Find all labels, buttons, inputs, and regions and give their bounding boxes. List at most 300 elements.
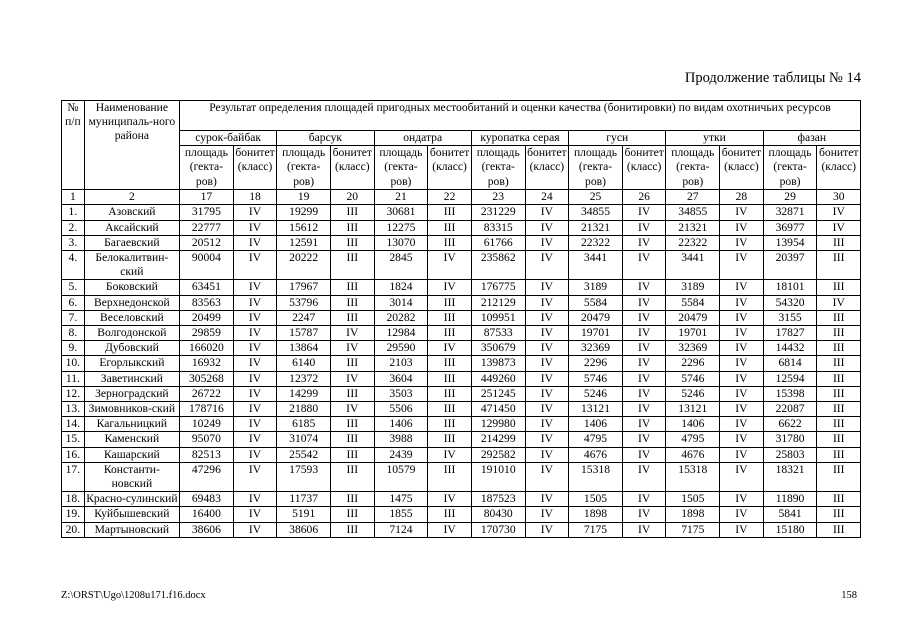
bonitet-cell: IV [233,522,276,537]
area-cell: 15318 [666,462,720,491]
footer-file-path: Z:\ORST\Ugo\1208u171.f16.docx [61,590,206,601]
table-row [62,522,861,537]
table-row [62,462,861,491]
area-cell: 5584 [569,295,623,310]
area-cell: 20397 [763,251,817,280]
bonitet-cell: IV [720,295,763,310]
area-cell: 30681 [374,205,428,220]
bonitet-cell: IV [525,371,568,386]
header-num: № п/п [62,101,85,190]
area-header: площадь (гекта-ров) [569,146,623,190]
bonitet-cell: IV [428,492,471,507]
header-name: Наименование муниципаль-ного района [84,101,179,190]
area-cell: 61766 [471,235,525,250]
bonitet-cell: IV [720,205,763,220]
bonitet-cell: III [817,235,861,250]
area-cell: 1505 [666,492,720,507]
area-cell: 5841 [763,507,817,522]
bonitet-cell: IV [331,371,374,386]
bonitet-cell: IV [622,341,665,356]
area-cell: 34855 [666,205,720,220]
area-cell: 20512 [179,235,233,250]
bonitet-cell: IV [622,205,665,220]
district-name: Куйбышевский [84,507,179,522]
bonitet-cell: IV [233,280,276,295]
area-cell: 3503 [374,386,428,401]
table-row [62,507,861,522]
area-header: площадь (гекта-ров) [374,146,428,190]
bonitet-cell: III [428,417,471,432]
area-cell: 2296 [569,356,623,371]
bonitet-cell: IV [622,417,665,432]
bonitet-cell: IV [622,462,665,491]
area-cell: 31780 [763,432,817,447]
bonitet-cell: IV [720,251,763,280]
bonitet-cell: IV [622,280,665,295]
area-cell: 32369 [666,341,720,356]
bonitet-cell: III [331,432,374,447]
row-number: 11. [62,371,85,386]
bonitet-cell: IV [720,492,763,507]
area-cell: 21321 [666,220,720,235]
table-row [62,447,861,462]
column-number: 27 [666,190,720,205]
area-cell: 170730 [471,522,525,537]
bonitet-cell: IV [233,402,276,417]
area-cell: 95070 [179,432,233,447]
row-number: 5. [62,280,85,295]
bonitet-cell: IV [233,341,276,356]
district-name: Боковский [84,280,179,295]
column-number: 19 [277,190,331,205]
bonitet-cell: IV [622,235,665,250]
area-cell: 13954 [763,235,817,250]
district-name: Кашарский [84,447,179,462]
bonitet-cell: IV [622,310,665,325]
area-cell: 20479 [569,310,623,325]
bonitet-cell: III [817,280,861,295]
bonitet-cell: IV [622,295,665,310]
area-cell: 5506 [374,402,428,417]
bonitet-cell: IV [622,492,665,507]
area-cell: 21880 [277,402,331,417]
table-row [62,371,861,386]
bonitet-cell: IV [720,341,763,356]
area-cell: 14299 [277,386,331,401]
bonitet-cell: IV [720,447,763,462]
area-cell: 22777 [179,220,233,235]
area-cell: 12275 [374,220,428,235]
table-row [62,432,861,447]
area-cell: 25803 [763,447,817,462]
bonitet-cell: IV [817,205,861,220]
area-cell: 13121 [666,402,720,417]
table-row [62,280,861,295]
bonitet-cell: IV [525,447,568,462]
area-cell: 5746 [666,371,720,386]
table-row [62,220,861,235]
table-row [62,205,861,220]
area-cell: 235862 [471,251,525,280]
area-cell: 449260 [471,371,525,386]
species-header: барсук [277,131,374,146]
bonitet-cell: III [428,386,471,401]
area-header: площадь (гекта-ров) [763,146,817,190]
table-row [62,235,861,250]
column-number: 28 [720,190,763,205]
area-cell: 16400 [179,507,233,522]
column-number: 17 [179,190,233,205]
area-cell: 18321 [763,462,817,491]
area-cell: 20479 [666,310,720,325]
area-cell: 1898 [569,507,623,522]
area-cell: 11737 [277,492,331,507]
area-cell: 5246 [666,386,720,401]
area-cell: 32369 [569,341,623,356]
bonitet-cell: III [428,371,471,386]
row-number: 13. [62,402,85,417]
column-number: 22 [428,190,471,205]
bonitet-cell: IV [525,280,568,295]
column-number: 1 [62,190,85,205]
row-number: 19. [62,507,85,522]
bonitet-cell: IV [331,326,374,341]
bonitet-cell: IV [525,417,568,432]
area-cell: 12372 [277,371,331,386]
row-number: 17. [62,462,85,491]
area-cell: 1505 [569,492,623,507]
table-row [62,402,861,417]
bonitet-cell: III [817,432,861,447]
bonitet-cell: III [331,356,374,371]
area-cell: 15180 [763,522,817,537]
area-cell: 6622 [763,417,817,432]
area-cell: 15398 [763,386,817,401]
bonitet-cell: III [817,402,861,417]
bonitet-cell: IV [428,251,471,280]
district-name: Азовский [84,205,179,220]
bonitet-cell: III [331,280,374,295]
bonitet-cell: IV [525,326,568,341]
table-caption: Продолжение таблицы № 14 [684,70,861,86]
bonitet-cell: IV [525,386,568,401]
bonitet-cell: IV [233,447,276,462]
area-cell: 29859 [179,326,233,341]
area-cell: 17593 [277,462,331,491]
area-cell: 1898 [666,507,720,522]
bonitet-cell: IV [525,235,568,250]
row-number: 7. [62,310,85,325]
area-cell: 109951 [471,310,525,325]
species-header: гуси [569,131,666,146]
area-cell: 3604 [374,371,428,386]
district-name: Каменский [84,432,179,447]
area-cell: 178716 [179,402,233,417]
row-number: 4. [62,251,85,280]
area-cell: 80430 [471,507,525,522]
district-name: Багаевский [84,235,179,250]
area-cell: 15318 [569,462,623,491]
column-number: 2 [84,190,179,205]
area-cell: 83563 [179,295,233,310]
bonitet-cell: III [817,462,861,491]
row-number: 20. [62,522,85,537]
area-cell: 3189 [666,280,720,295]
bonitet-cell: III [331,205,374,220]
area-cell: 13070 [374,235,428,250]
area-cell: 3014 [374,295,428,310]
bonitet-cell: III [331,386,374,401]
bonitet-header: бонитет (класс) [331,146,374,190]
bonitet-cell: III [817,310,861,325]
bonitet-cell: IV [720,371,763,386]
district-name: Егорлыкский [84,356,179,371]
bonitet-cell: IV [233,462,276,491]
bonitet-cell: IV [331,402,374,417]
bonitet-cell: III [331,522,374,537]
area-cell: 18101 [763,280,817,295]
area-cell: 4795 [666,432,720,447]
column-number: 30 [817,190,861,205]
bonitet-cell: IV [233,205,276,220]
column-number: 23 [471,190,525,205]
area-cell: 17967 [277,280,331,295]
bonitet-cell: IV [233,220,276,235]
bonitet-cell: IV [525,356,568,371]
bonitet-cell: IV [720,402,763,417]
area-cell: 1855 [374,507,428,522]
area-cell: 47296 [179,462,233,491]
bonitet-cell: IV [720,356,763,371]
area-cell: 34855 [569,205,623,220]
bonitet-cell: IV [720,522,763,537]
district-name: Дубовский [84,341,179,356]
area-cell: 29590 [374,341,428,356]
area-cell: 19701 [666,326,720,341]
bonitet-cell: IV [525,402,568,417]
bonitet-cell: IV [233,235,276,250]
bonitet-cell: IV [233,417,276,432]
bonitet-cell: IV [331,341,374,356]
area-cell: 38606 [179,522,233,537]
table-row [62,295,861,310]
bonitet-cell: IV [622,326,665,341]
table-row [62,310,861,325]
area-cell: 32871 [763,205,817,220]
area-cell: 15612 [277,220,331,235]
area-cell: 292582 [471,447,525,462]
bonitet-cell: III [817,251,861,280]
bonitet-cell: IV [525,522,568,537]
area-cell: 13121 [569,402,623,417]
bonitet-cell: IV [233,371,276,386]
area-cell: 214299 [471,432,525,447]
district-name: Зерноградский [84,386,179,401]
bonitet-cell: IV [428,522,471,537]
column-number: 20 [331,190,374,205]
area-cell: 129980 [471,417,525,432]
area-cell: 3189 [569,280,623,295]
bonitet-cell: III [331,417,374,432]
bonitet-cell: IV [525,205,568,220]
column-number: 29 [763,190,817,205]
area-cell: 251245 [471,386,525,401]
footer-page-number: 158 [841,590,857,601]
column-number: 18 [233,190,276,205]
bonitet-cell: III [428,402,471,417]
bonitet-cell: IV [622,447,665,462]
bonitet-cell: IV [233,507,276,522]
area-cell: 5246 [569,386,623,401]
bonitet-cell: III [331,310,374,325]
area-cell: 19701 [569,326,623,341]
table-row [62,341,861,356]
district-name: Аксайский [84,220,179,235]
row-number: 3. [62,235,85,250]
area-cell: 350679 [471,341,525,356]
district-name: Белокалитвин-ский [84,251,179,280]
bonitet-cell: IV [233,386,276,401]
bonitet-cell: III [428,235,471,250]
area-header: площадь (гекта-ров) [179,146,233,190]
area-cell: 54320 [763,295,817,310]
table-row [62,417,861,432]
area-cell: 7124 [374,522,428,537]
area-cell: 82513 [179,447,233,462]
area-cell: 3155 [763,310,817,325]
area-cell: 14432 [763,341,817,356]
area-cell: 12591 [277,235,331,250]
bonitet-header: бонитет (класс) [720,146,763,190]
bonitet-header: бонитет (класс) [622,146,665,190]
bonitet-header: бонитет (класс) [817,146,861,190]
bonitet-cell: IV [233,432,276,447]
bonitet-cell: III [428,326,471,341]
bonitet-cell: IV [525,507,568,522]
area-header: площадь (гекта-ров) [666,146,720,190]
bonitet-cell: III [331,507,374,522]
area-cell: 2103 [374,356,428,371]
area-cell: 22322 [569,235,623,250]
area-cell: 20499 [179,310,233,325]
area-cell: 231229 [471,205,525,220]
area-cell: 17827 [763,326,817,341]
bonitet-cell: III [428,295,471,310]
row-number: 2. [62,220,85,235]
bonitet-cell: III [817,447,861,462]
bonitet-cell: IV [622,371,665,386]
bonitet-cell: III [331,251,374,280]
bonitet-cell: IV [622,402,665,417]
area-cell: 90004 [179,251,233,280]
bonitet-cell: IV [233,310,276,325]
bonitet-cell: IV [233,356,276,371]
area-cell: 6814 [763,356,817,371]
row-number: 8. [62,326,85,341]
area-cell: 12984 [374,326,428,341]
area-cell: 2296 [666,356,720,371]
area-cell: 5746 [569,371,623,386]
bonitet-cell: IV [720,462,763,491]
district-name: Верхнедонской [84,295,179,310]
area-cell: 305268 [179,371,233,386]
area-cell: 3441 [666,251,720,280]
row-number: 1. [62,205,85,220]
table-row [62,386,861,401]
bonitet-cell: III [331,295,374,310]
bonitet-cell: III [817,492,861,507]
area-cell: 20282 [374,310,428,325]
area-header: площадь (гекта-ров) [471,146,525,190]
area-cell: 3441 [569,251,623,280]
row-number: 6. [62,295,85,310]
header-result: Результат определения площадей пригодных местообитаний и оценки качества (бонитировки) по видам охотничьих ресурсов [179,101,860,131]
bonitet-header: бонитет (класс) [525,146,568,190]
species-header: фазан [763,131,860,146]
area-cell: 26722 [179,386,233,401]
bonitet-cell: III [817,507,861,522]
area-cell: 31074 [277,432,331,447]
bonitet-cell: III [428,507,471,522]
table-row [62,251,861,280]
bonitet-cell: III [817,417,861,432]
bonitet-cell: IV [525,310,568,325]
area-cell: 1406 [666,417,720,432]
area-cell: 15787 [277,326,331,341]
area-cell: 6185 [277,417,331,432]
bonitet-cell: IV [720,417,763,432]
area-cell: 3988 [374,432,428,447]
area-cell: 4795 [569,432,623,447]
bonitet-cell: IV [622,522,665,537]
column-number: 24 [525,190,568,205]
species-header: утки [666,131,763,146]
species-header: ондатра [374,131,471,146]
row-number: 12. [62,386,85,401]
area-cell: 22322 [666,235,720,250]
district-name: Константи-новский [84,462,179,491]
bonitet-cell: IV [525,251,568,280]
area-cell: 63451 [179,280,233,295]
area-cell: 187523 [471,492,525,507]
bonitet-cell: III [428,205,471,220]
bonitet-cell: IV [428,341,471,356]
bonitet-cell: III [428,310,471,325]
bonitet-cell: III [331,220,374,235]
column-number: 21 [374,190,428,205]
area-cell: 31795 [179,205,233,220]
district-name: Заветинский [84,371,179,386]
row-number: 18. [62,492,85,507]
area-cell: 16932 [179,356,233,371]
table-row [62,492,861,507]
area-cell: 83315 [471,220,525,235]
bonitet-cell: III [428,462,471,491]
bonitet-cell: III [331,462,374,491]
area-cell: 166020 [179,341,233,356]
area-cell: 21321 [569,220,623,235]
bonitet-cell: IV [720,326,763,341]
area-cell: 38606 [277,522,331,537]
area-cell: 69483 [179,492,233,507]
area-cell: 36977 [763,220,817,235]
bonitet-cell: IV [233,326,276,341]
bonitet-cell: IV [817,295,861,310]
area-cell: 22087 [763,402,817,417]
area-cell: 7175 [569,522,623,537]
bonitet-cell: III [331,235,374,250]
bonitet-cell: III [817,341,861,356]
